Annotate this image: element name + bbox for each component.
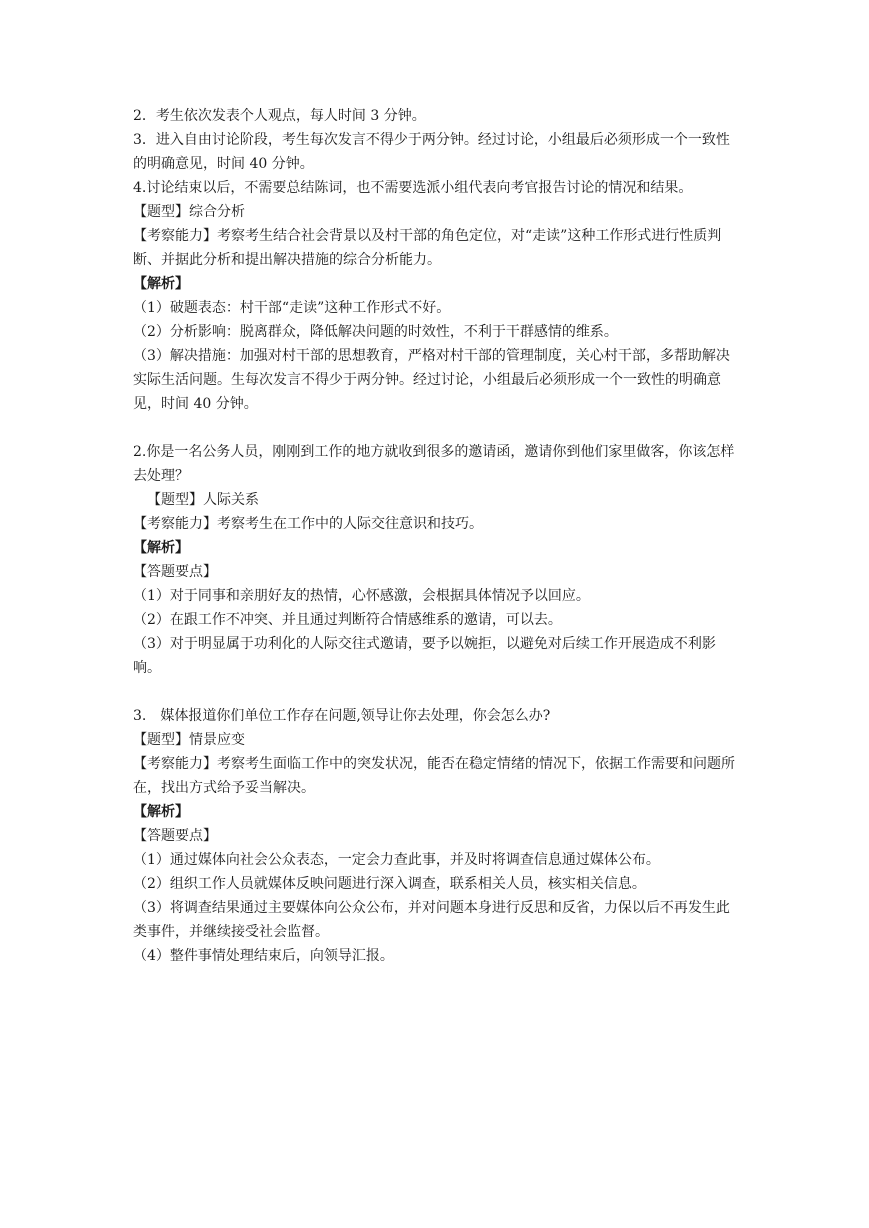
answer-point: （2）组织工作人员就媒体反映问题进行深入调查，联系相关人员，核实相关信息。 bbox=[133, 876, 646, 892]
question-type: 【题型】人际关系 bbox=[147, 492, 259, 508]
section-gap bbox=[133, 416, 739, 440]
ability-description: 【考察能力】考察考生面临工作中的突发状况，能否在稳定情绪的情况下，依据工作需要和问题所在，找出方式给予妥当解决。 bbox=[133, 756, 735, 796]
rule-4: 4.讨论结束以后，不需要总结陈词，也不需要选派小组代表向考官报告讨论的情况和结果。 bbox=[133, 180, 693, 196]
key-points-heading: 【答题要点】 bbox=[133, 564, 217, 580]
answer-point: （3）将调查结果通过主要媒体向公众公布，并对问题本身进行反思和反省，力保以后不再发生此类事件，并继续接受社会监督。 bbox=[133, 900, 730, 940]
document-body bbox=[133, 104, 739, 968]
question-type: 【题型】综合分析 bbox=[133, 204, 245, 220]
section-gap bbox=[133, 680, 739, 704]
answer-point: （3）对于明显属于功利化的人际交往式邀请，要予以婉拒，以避免对后续工作开展造成不利影响。 bbox=[133, 636, 716, 676]
ability-description: 【考察能力】考察考生结合社会背景以及村干部的角色定位，对“走读”这种工作形式进行性质判断、并据此分析和提出解决措施的综合分析能力。 bbox=[133, 228, 722, 268]
answer-point: （1）通过媒体向社会公众表态，一定会力查此事，并及时将调查信息通过媒体公布。 bbox=[133, 852, 660, 868]
analysis-point: （3）解决措施：加强对村干部的思想教育，严格对村干部的管理制度，关心村干部，多帮助解决实际生活问题。生每次发言不得少于两分钟。经过讨论，小组最后必须形成一个一致性的明确意见，时间 40 分钟。 bbox=[133, 348, 730, 412]
analysis-point: （2）分析影响：脱离群众，降低解决问题的时效性，不利于干群感情的维系。 bbox=[133, 324, 618, 340]
analysis-point: （1）破题表态：村干部“走读”这种工作形式不好。 bbox=[133, 300, 451, 316]
ability-description: 【考察能力】考察考生在工作中的人际交往意识和技巧。 bbox=[133, 516, 483, 532]
question-3: 3. 媒体报道你们单位工作存在问题,领导让你去处理，你会怎么办? bbox=[133, 708, 551, 724]
rule-2: 2．考生依次发表个人观点，每人时间 3 分钟。 bbox=[133, 108, 426, 124]
analysis-heading: 【解析】 bbox=[133, 804, 189, 820]
rule-3: 3．进入自由讨论阶段，考生每次发言不得少于两分钟。经过讨论，小组最后必须形成一个一致性的明确意见，时间 40 分钟。 bbox=[133, 132, 730, 172]
answer-point: （1）对于同事和亲朋好友的热情，心怀感激，会根据具体情况予以回应。 bbox=[133, 588, 590, 604]
analysis-heading: 【解析】 bbox=[133, 540, 189, 556]
answer-point: （2）在跟工作不冲突、并且通过判断符合情感维系的邀请，可以去。 bbox=[133, 612, 562, 628]
question-type: 【题型】情景应变 bbox=[133, 732, 245, 748]
key-points-heading: 【答题要点】 bbox=[133, 828, 217, 844]
question-2: 2.你是一名公务人员，刚刚到工作的地方就收到很多的邀请函，邀请你到他们家里做客，你该怎样去处理？ bbox=[133, 444, 735, 484]
analysis-heading: 【解析】 bbox=[133, 276, 189, 292]
answer-point: （4）整件事情处理结束后，向领导汇报。 bbox=[133, 948, 394, 964]
